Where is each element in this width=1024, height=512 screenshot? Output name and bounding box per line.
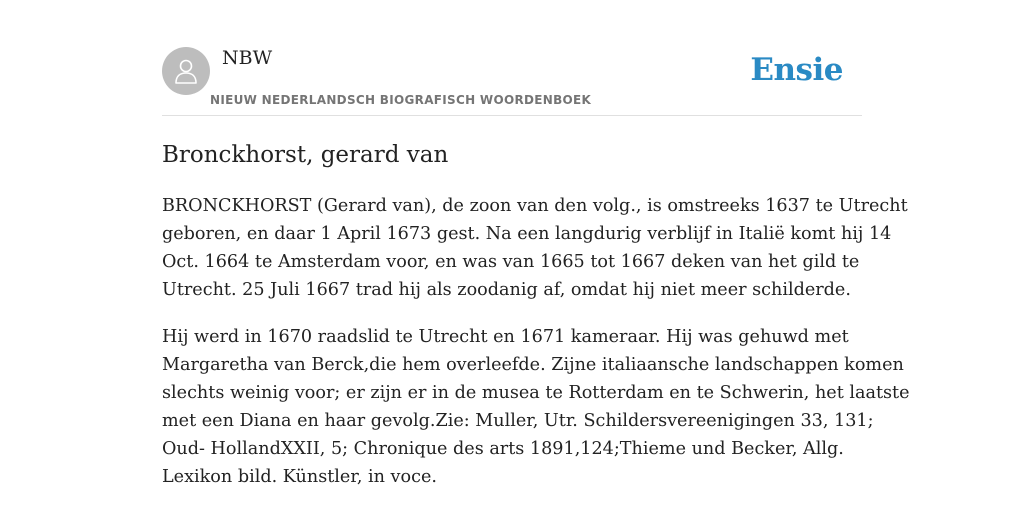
page <box>162 0 910 487</box>
paragraph-line: met een Diana en haar gevolg.Zie: Muller, Utr. Schildersvereenigingen 33, 131; <box>162 411 874 431</box>
paragraph-line: Hij werd in 1670 raadslid te Utrecht en 1671 kameraar. Hij was gehuwd met <box>162 327 849 347</box>
paragraph-line: Oud- HollandXXII, 5; Chronique des arts 1891,124;Thieme und Becker, Allg. <box>162 439 844 459</box>
dictionary-subtitle: NIEUW NEDERLANDSCH BIOGRAFISCH WOORDENBOEK <box>210 93 592 107</box>
paragraph-line: geboren, en daar 1 April 1673 gest. Na een langdurig verblijf in Italië komt hij 14 <box>162 224 892 244</box>
paragraph-line: BRONCKHORST (Gerard van), de zoon van den volg., is omstreeks 1637 te Utrecht <box>162 196 908 216</box>
article-paragraph-2 <box>162 323 910 491</box>
article-title: Bronckhorst, gerard van <box>162 142 449 168</box>
paragraph-line: Utrecht. 25 Juli 1667 trad hij als zoodanig af, omdat hij niet meer schilderde. <box>162 280 851 300</box>
author-name[interactable]: NBW <box>222 47 273 69</box>
article-paragraph-1 <box>162 192 908 304</box>
paragraph-line: Lexikon bild. Künstler, in voce. <box>162 467 437 487</box>
avatar[interactable] <box>162 47 210 95</box>
header <box>162 0 862 116</box>
paragraph-line: Oct. 1664 te Amsterdam voor, en was van 1665 tot 1667 deken van het gild te <box>162 252 860 272</box>
user-icon <box>173 57 199 85</box>
brand-logo[interactable]: Ensie <box>750 52 843 88</box>
paragraph-line: Margaretha van Berck,die hem overleefde. Zijne italiaansche landschappen komen <box>162 355 904 375</box>
paragraph-line: slechts weinig voor; er zijn er in de musea te Rotterdam en te Schwerin, het laatste <box>162 383 910 403</box>
